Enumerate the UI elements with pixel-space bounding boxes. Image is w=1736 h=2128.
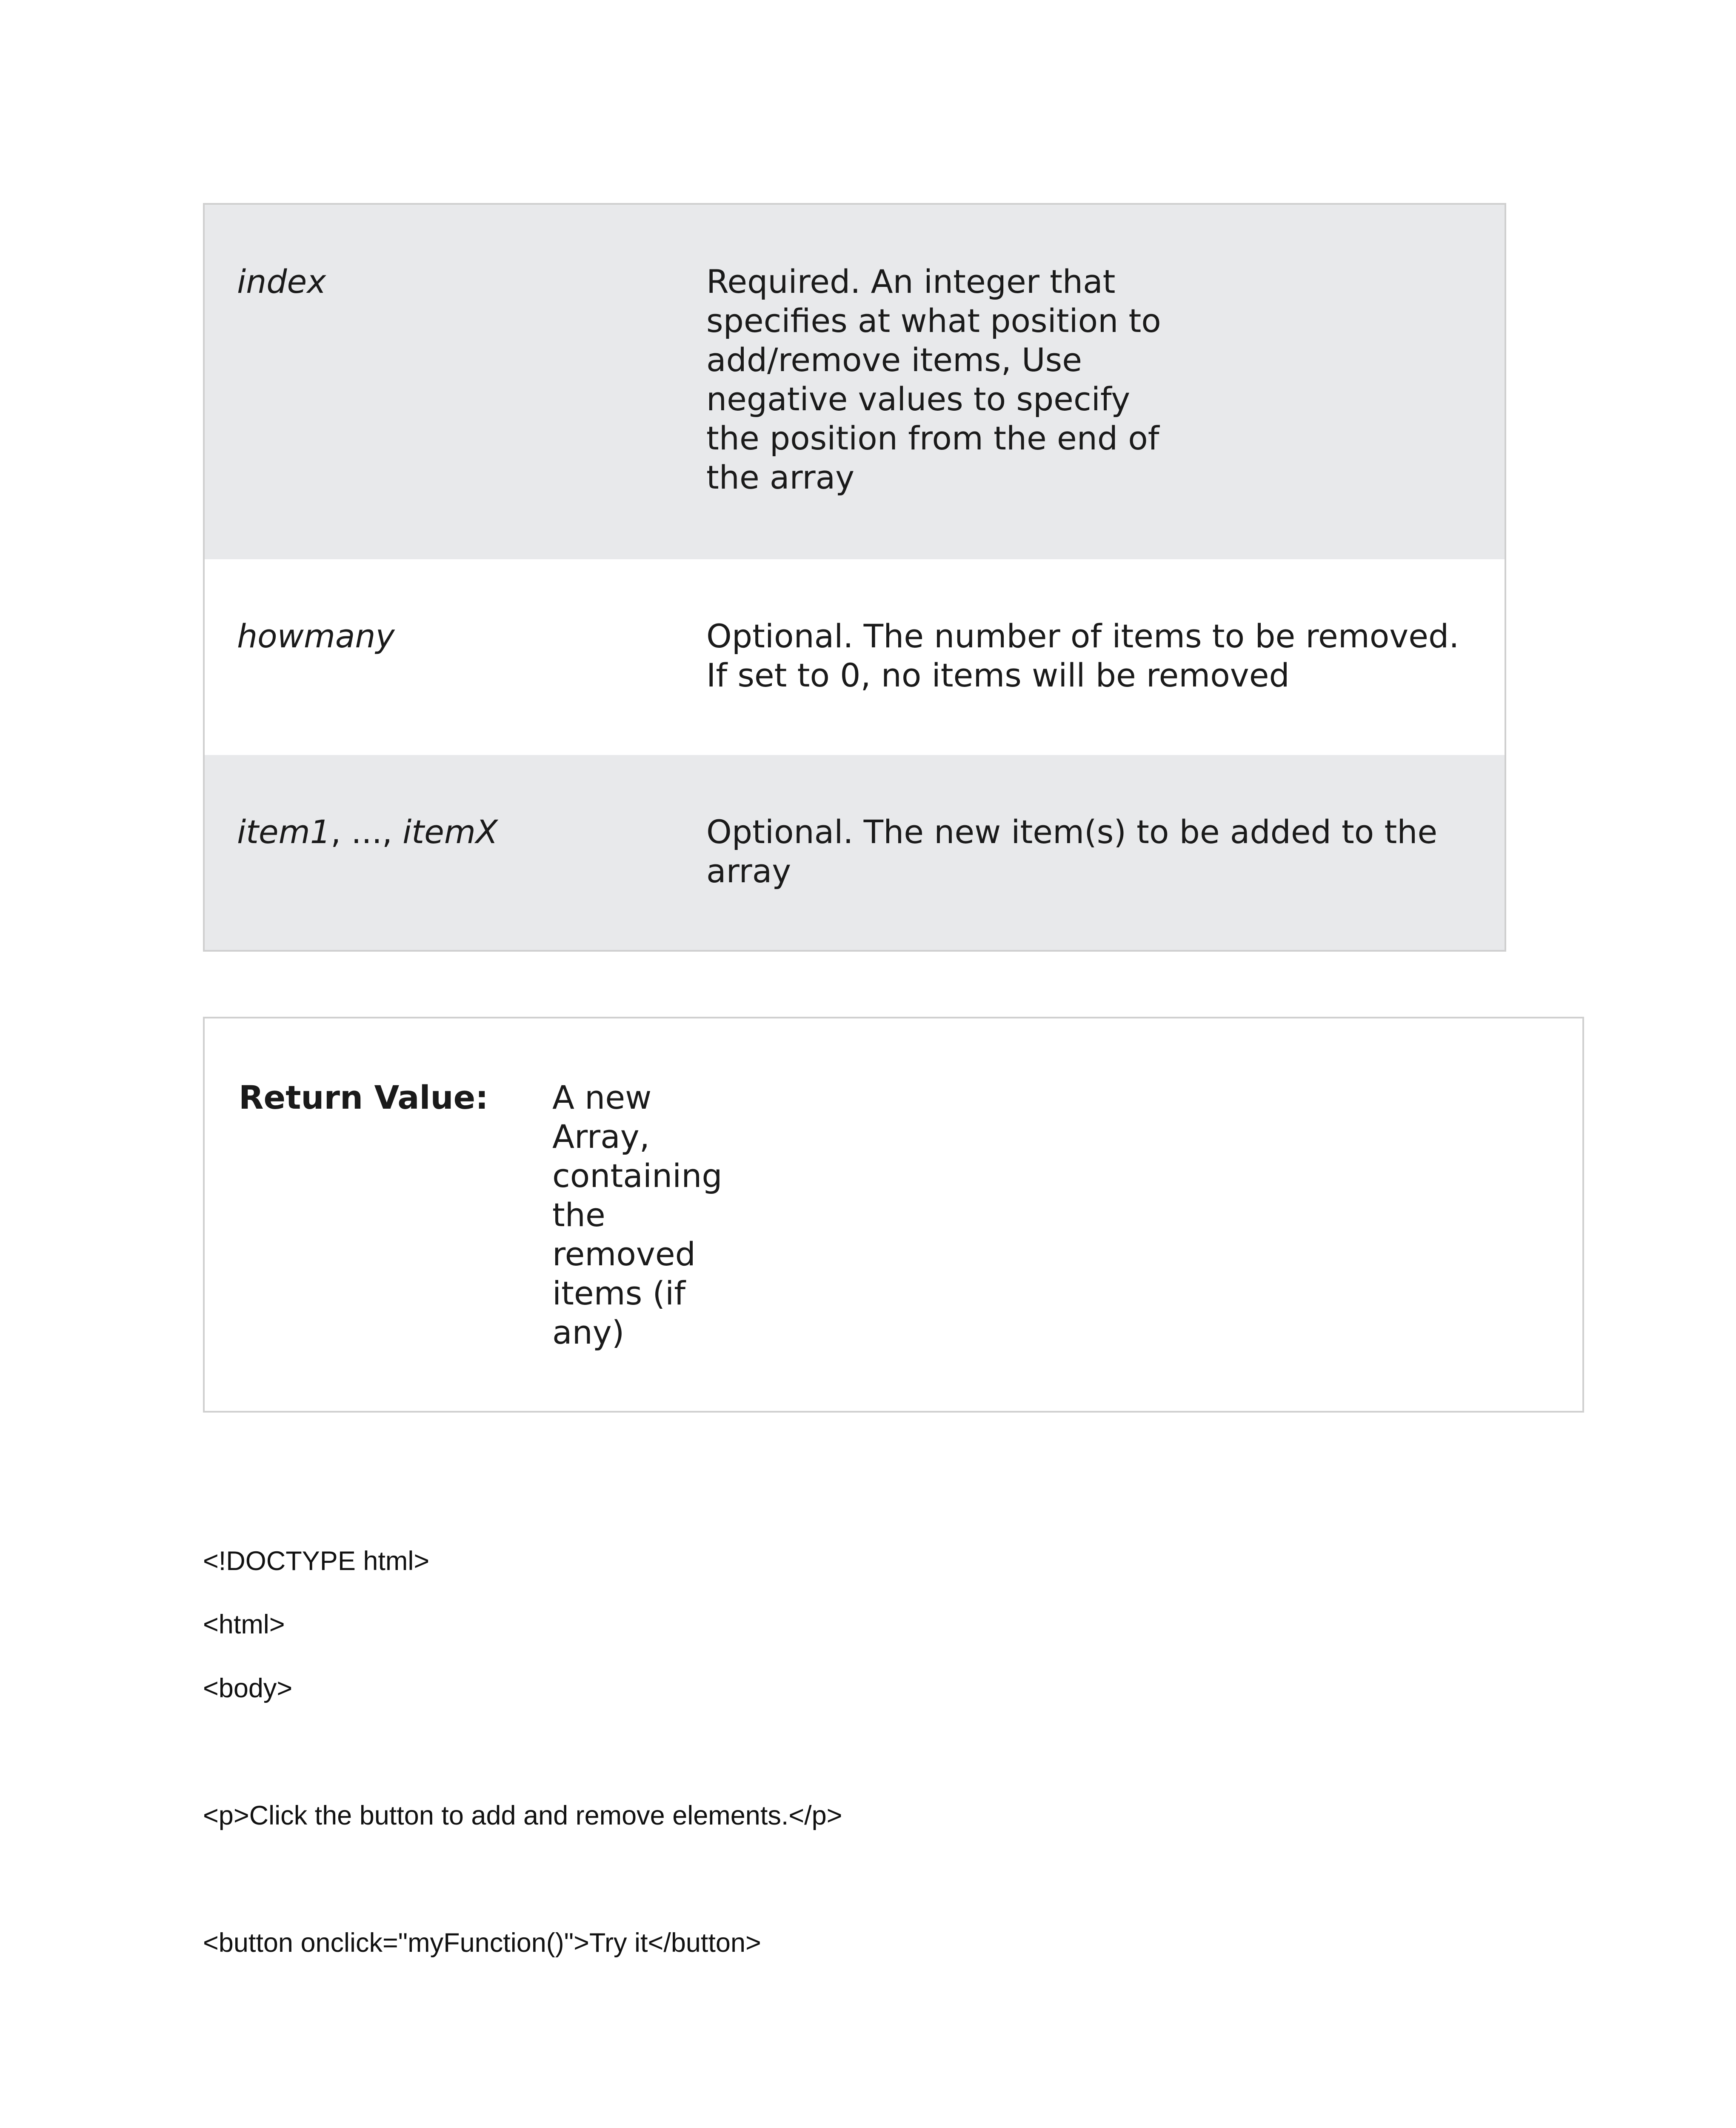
parameter-name: howmany <box>237 617 395 655</box>
return-value-box <box>203 1017 1584 1413</box>
parameter-row-index <box>205 205 1505 559</box>
parameter-description: Optional. The number of items to be removed. If set to 0, no items will be removed <box>706 617 1459 694</box>
parameter-name-last: itemX <box>403 813 498 851</box>
parameter-name-separator: , ..., <box>331 813 403 851</box>
code-line: <html> <box>203 1610 285 1639</box>
code-line: <!DOCTYPE html> <box>203 1546 430 1576</box>
parameter-name-first: item1 <box>237 813 331 851</box>
return-value-label: Return Value: <box>239 1078 488 1116</box>
parameter-name <box>237 812 706 950</box>
parameter-row-howmany <box>205 559 1505 755</box>
code-line: <button onclick="myFunction()">Try it</button> <box>203 1928 761 1958</box>
code-line: <p>Click the button to add and remove elements.</p> <box>203 1801 842 1831</box>
code-line: <body> <box>203 1673 293 1703</box>
parameters-table <box>203 203 1506 952</box>
parameter-name: index <box>237 263 326 300</box>
parameter-description: Required. An integer that specifies at what position to add/remove items, Use negative values to specify the position from the end of the array <box>706 263 1161 496</box>
parameter-row-items <box>205 755 1505 950</box>
parameter-description: Optional. The new item(s) to be added to the array <box>706 813 1438 890</box>
return-value-text: A new Array, containing the removed items (if any) <box>552 1078 722 1351</box>
